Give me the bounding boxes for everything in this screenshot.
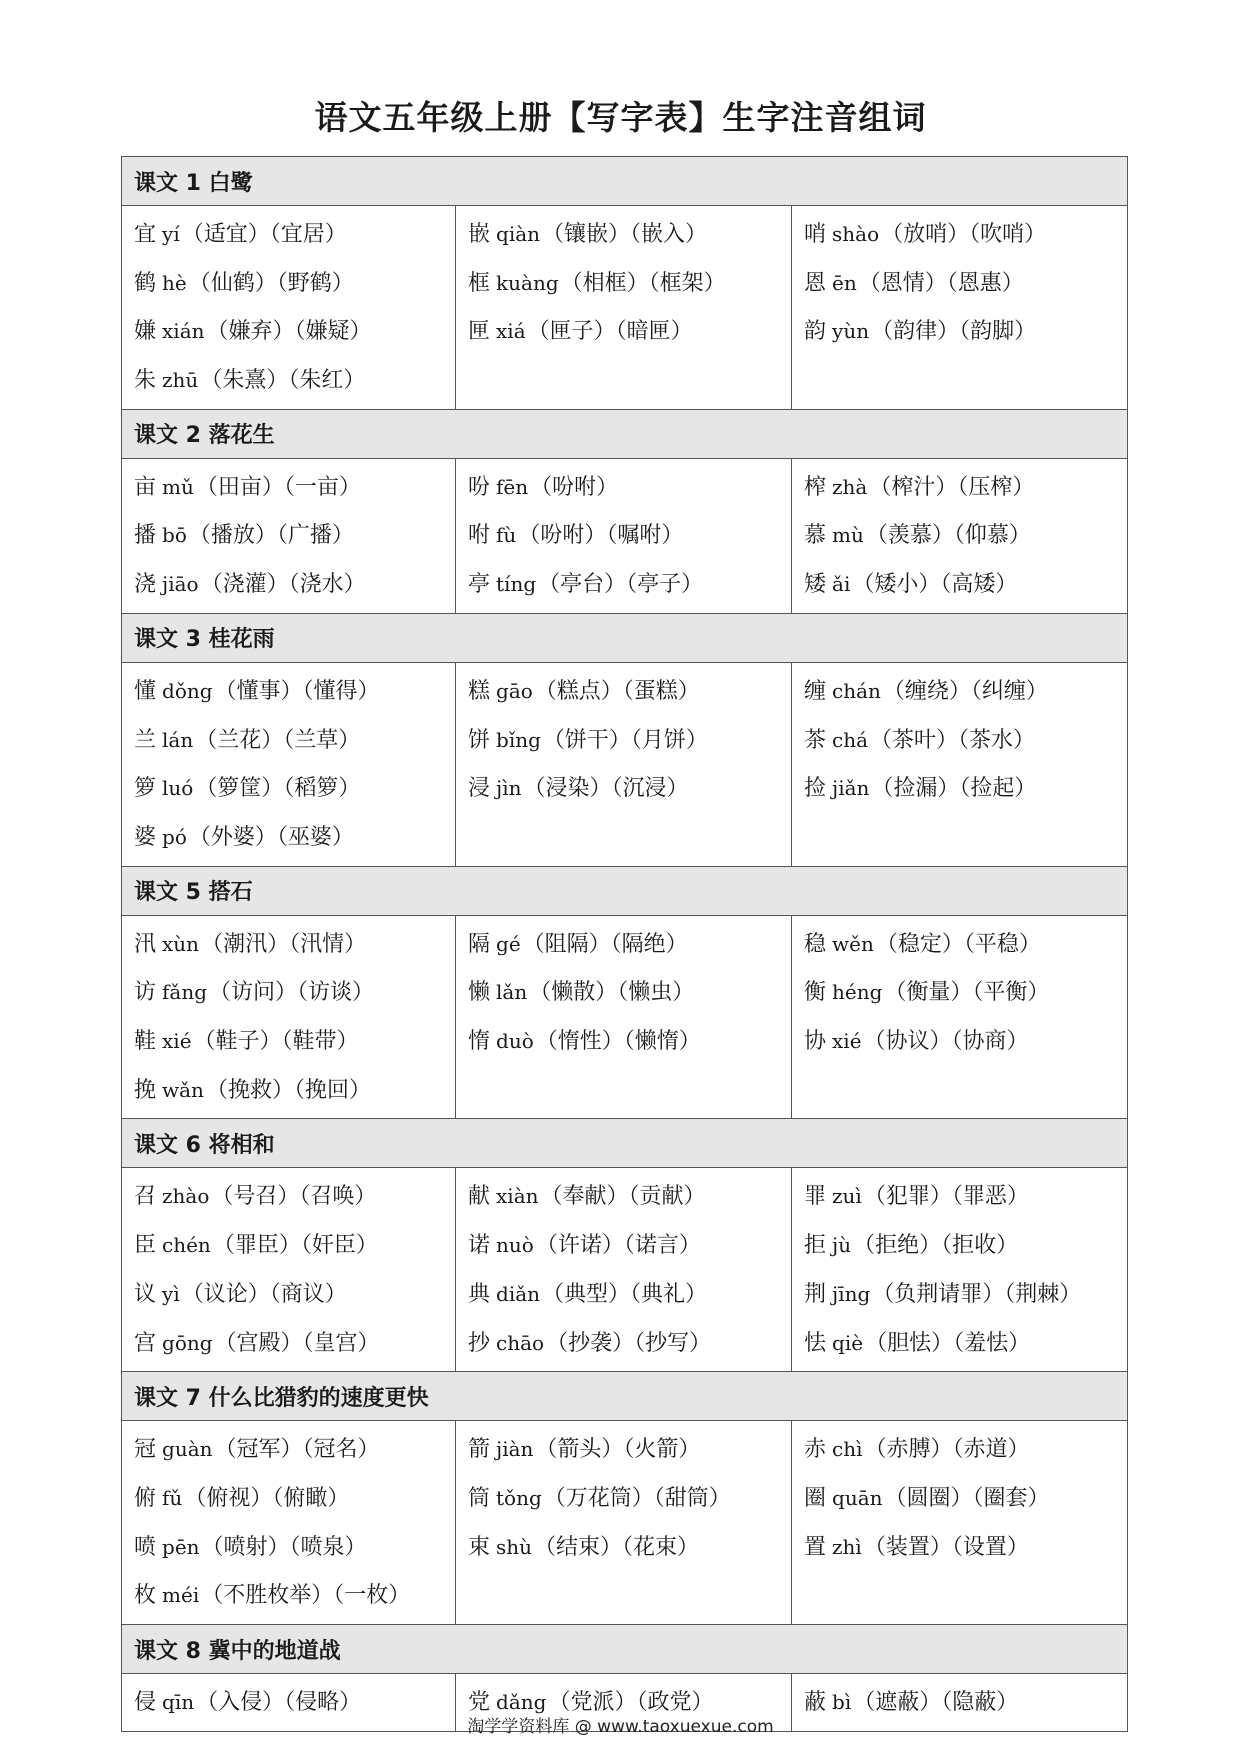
character: 汛 xyxy=(134,931,157,957)
table-body xyxy=(122,157,1128,1732)
word-column xyxy=(792,1421,1128,1625)
character: 置 xyxy=(804,1534,827,1560)
character: 饼 xyxy=(468,727,491,753)
pinyin: zhū xyxy=(162,368,199,393)
word-entry xyxy=(134,259,455,308)
character: 荆 xyxy=(804,1281,827,1307)
word-entry xyxy=(804,511,1127,560)
word-examples: （典型）（典礼） xyxy=(542,1281,708,1307)
character: 枚 xyxy=(134,1583,157,1609)
word-examples: （访问）（访谈） xyxy=(209,980,375,1006)
word-examples: （嫌弃）（嫌疑） xyxy=(206,319,372,345)
word-entry xyxy=(804,259,1127,308)
pinyin: xié xyxy=(832,1029,862,1054)
word-examples: （矮小）（高矮） xyxy=(852,572,1018,598)
word-entry xyxy=(134,1172,455,1221)
word-examples: （朱熹）（朱红） xyxy=(200,368,366,394)
lesson-title: 课文 2 落花生 xyxy=(122,409,1128,458)
lesson-header-row xyxy=(122,1119,1128,1168)
word-examples: （犯罪）（罪恶） xyxy=(863,1184,1029,1210)
word-entry xyxy=(134,356,455,405)
word-entry xyxy=(804,1017,1127,1066)
character: 诺 xyxy=(468,1233,491,1259)
word-examples: （缠绕）（纠缠） xyxy=(882,678,1048,704)
word-examples: （韵律）（韵脚） xyxy=(871,319,1037,345)
word-examples: （衡量）（平衡） xyxy=(884,980,1050,1006)
character: 嵌 xyxy=(468,222,491,247)
word-column xyxy=(456,915,792,1119)
lesson-words-row xyxy=(122,662,1128,866)
word-column xyxy=(792,206,1128,410)
character: 兰 xyxy=(134,727,157,753)
word-table xyxy=(121,156,1128,1732)
pinyin: chá xyxy=(832,727,869,752)
character: 俯 xyxy=(134,1485,157,1511)
pinyin: nuò xyxy=(496,1233,534,1258)
word-column xyxy=(122,662,456,866)
character: 亭 xyxy=(468,572,491,598)
word-examples: （浸染）（沉浸） xyxy=(523,776,689,802)
word-entry xyxy=(468,210,791,259)
pinyin: pēn xyxy=(162,1534,200,1559)
pinyin: chāo xyxy=(496,1330,545,1355)
character: 韵 xyxy=(804,319,827,345)
pinyin: gōng xyxy=(162,1330,213,1355)
character: 宫 xyxy=(134,1330,157,1356)
character: 惰 xyxy=(468,1029,491,1055)
pinyin: jiàn xyxy=(496,1437,534,1462)
word-examples: （万花筒）（甜筒） xyxy=(543,1485,731,1511)
word-examples: （糕点）（蛋糕） xyxy=(534,678,700,704)
word-entry xyxy=(804,463,1127,512)
character: 哨 xyxy=(804,222,827,247)
word-examples: （抄袭）（抄写） xyxy=(546,1330,712,1356)
word-examples: （喷射）（喷泉） xyxy=(201,1534,367,1560)
character: 鞋 xyxy=(134,1029,157,1055)
pinyin: fǔ xyxy=(162,1485,183,1510)
character: 圈 xyxy=(804,1485,827,1511)
word-entry xyxy=(134,1221,455,1270)
word-examples: （羡慕）（仰慕） xyxy=(865,523,1031,549)
word-examples: （浇灌）（浇水） xyxy=(200,572,366,598)
pinyin: gāo xyxy=(496,678,533,703)
word-entry xyxy=(468,463,791,512)
character: 浇 xyxy=(134,572,157,598)
character: 宜 xyxy=(134,222,157,247)
lesson-words-row xyxy=(122,206,1128,410)
lesson-header-row xyxy=(122,866,1128,915)
pinyin: zuì xyxy=(832,1184,862,1209)
word-examples: （饼干）（月饼） xyxy=(542,727,708,753)
word-examples: （茶叶）（茶水） xyxy=(870,727,1036,753)
pinyin: jiǎn xyxy=(832,776,870,801)
pinyin: wǎn xyxy=(162,1077,204,1102)
character: 典 xyxy=(468,1281,491,1307)
pinyin: bō xyxy=(162,523,187,548)
word-examples: （负荆请罪）（荆棘） xyxy=(872,1281,1082,1307)
word-column xyxy=(122,458,456,613)
word-examples: （懒散）（懒虫） xyxy=(529,980,695,1006)
word-examples: （挽救）（挽回） xyxy=(205,1077,371,1103)
word-entry xyxy=(468,1172,791,1221)
pinyin: quān xyxy=(832,1485,883,1510)
pinyin: hè xyxy=(162,270,187,295)
word-column xyxy=(792,662,1128,866)
character: 缠 xyxy=(804,678,827,704)
character: 党 xyxy=(468,1690,491,1716)
word-examples: （相框）（框架） xyxy=(560,270,726,296)
character: 束 xyxy=(468,1534,491,1560)
word-examples: （箩筐）（稻箩） xyxy=(195,776,361,802)
word-entry xyxy=(134,1571,455,1620)
word-examples: （恩情）（恩惠） xyxy=(858,270,1024,296)
pinyin: qīn xyxy=(162,1690,195,1715)
word-examples: （胆怯）（羞怯） xyxy=(865,1330,1031,1356)
pinyin: zhì xyxy=(832,1534,862,1559)
word-examples: （稳定）（平稳） xyxy=(875,931,1041,957)
character: 捡 xyxy=(804,776,827,802)
word-examples: （榨汁）（压榨） xyxy=(869,474,1035,500)
character: 拒 xyxy=(804,1233,827,1259)
word-entry xyxy=(804,1172,1127,1221)
pinyin: lǎn xyxy=(496,980,528,1005)
word-entry xyxy=(804,560,1127,609)
word-entry xyxy=(134,920,455,969)
word-entry xyxy=(468,1270,791,1319)
character: 吩 xyxy=(468,474,491,500)
pinyin: tíng xyxy=(496,572,537,597)
word-examples: （潮汛）（汛情） xyxy=(201,931,367,957)
word-entry xyxy=(804,667,1127,716)
character: 臣 xyxy=(134,1233,157,1259)
word-examples: （鞋子）（鞋带） xyxy=(193,1029,359,1055)
word-examples: （亭台）（亭子） xyxy=(538,572,704,598)
word-column xyxy=(792,458,1128,613)
pinyin: bì xyxy=(832,1690,852,1715)
word-column xyxy=(122,206,456,410)
word-examples: （镶嵌）（嵌入） xyxy=(542,222,708,247)
word-examples: （吩咐） xyxy=(530,474,619,500)
lesson-header-row xyxy=(122,1372,1128,1421)
word-entry xyxy=(468,560,791,609)
word-examples: （拒绝）（拒收） xyxy=(853,1233,1019,1259)
word-entry xyxy=(134,1319,455,1368)
pinyin: dǎng xyxy=(496,1690,547,1715)
word-examples: （遮蔽）（隐蔽） xyxy=(853,1690,1019,1716)
pinyin: fēn xyxy=(496,474,529,499)
word-column xyxy=(456,206,792,410)
pinyin: bǐng xyxy=(496,727,541,752)
lesson-words-row xyxy=(122,1168,1128,1372)
word-entry xyxy=(134,716,455,765)
word-entry xyxy=(468,1017,791,1066)
character: 浸 xyxy=(468,776,491,802)
word-entry xyxy=(804,1425,1127,1474)
word-column xyxy=(122,1168,456,1372)
pinyin: yí xyxy=(162,222,180,246)
word-entry xyxy=(468,259,791,308)
character: 框 xyxy=(468,270,491,296)
pinyin: méi xyxy=(162,1583,200,1608)
pinyin: fù xyxy=(496,523,517,548)
word-examples: （适宜）（宜居） xyxy=(181,222,347,247)
word-examples: （吩咐）（嘱咐） xyxy=(518,523,684,549)
character: 访 xyxy=(134,980,157,1006)
pinyin: mǔ xyxy=(162,474,194,499)
character: 箭 xyxy=(468,1437,491,1463)
word-entry xyxy=(134,813,455,862)
pinyin: kuàng xyxy=(496,270,559,295)
word-entry xyxy=(468,1221,791,1270)
word-entry xyxy=(468,764,791,813)
word-entry xyxy=(468,511,791,560)
pinyin: jīng xyxy=(832,1281,871,1306)
word-examples: （箭头）（火箭） xyxy=(535,1437,701,1463)
word-entry xyxy=(468,307,791,356)
character: 矮 xyxy=(804,572,827,598)
pinyin: ǎi xyxy=(832,572,851,597)
word-examples: （号召）（召唤） xyxy=(211,1184,377,1210)
character: 匣 xyxy=(468,319,491,345)
word-entry xyxy=(134,667,455,716)
word-column xyxy=(456,1421,792,1625)
character: 侵 xyxy=(134,1690,157,1716)
word-examples: （结束）（花束） xyxy=(534,1534,700,1560)
word-examples: （播放）（广播） xyxy=(188,523,354,549)
word-examples: （懂事）（懂得） xyxy=(214,678,380,704)
pinyin: shào xyxy=(832,222,880,246)
pinyin: yùn xyxy=(832,319,870,344)
lesson-header-row xyxy=(122,409,1128,458)
word-entry xyxy=(804,210,1127,259)
word-examples: （宫殿）（皇宫） xyxy=(214,1330,380,1356)
word-examples: （装置）（设置） xyxy=(863,1534,1029,1560)
pinyin: qiàn xyxy=(496,222,541,246)
lesson-title: 课文 5 搭石 xyxy=(122,866,1128,915)
word-entry xyxy=(134,560,455,609)
character: 榨 xyxy=(804,474,827,500)
word-entry xyxy=(804,1319,1127,1368)
pinyin: zhào xyxy=(162,1184,210,1209)
pinyin: diǎn xyxy=(496,1281,541,1306)
word-examples: （奉献）（贡献） xyxy=(540,1184,706,1210)
word-examples: （兰花）（兰草） xyxy=(195,727,361,753)
lesson-words-row xyxy=(122,458,1128,613)
pinyin: dǒng xyxy=(162,678,213,703)
character: 衡 xyxy=(804,980,827,1006)
character: 嫌 xyxy=(134,319,157,345)
word-entry xyxy=(804,1474,1127,1523)
word-examples: （协议）（协商） xyxy=(863,1029,1029,1055)
lesson-header-row xyxy=(122,1625,1128,1674)
pinyin: qiè xyxy=(832,1330,864,1355)
word-entry xyxy=(134,1017,455,1066)
character: 鹤 xyxy=(134,270,157,296)
word-entry xyxy=(134,1066,455,1115)
word-entry xyxy=(804,1221,1127,1270)
word-entry xyxy=(134,1270,455,1319)
character: 稳 xyxy=(804,931,827,957)
character: 咐 xyxy=(468,523,491,549)
lesson-header-row xyxy=(122,613,1128,662)
word-column xyxy=(122,1421,456,1625)
word-examples: （党派）（政党） xyxy=(548,1690,714,1716)
pinyin: xiàn xyxy=(496,1184,539,1209)
pinyin: tǒng xyxy=(496,1485,542,1510)
character: 婆 xyxy=(134,824,157,850)
pinyin: yì xyxy=(162,1281,180,1306)
word-entry xyxy=(804,1270,1127,1319)
word-examples: （圆圈）（圈套） xyxy=(884,1485,1050,1511)
character: 蔽 xyxy=(804,1690,827,1716)
word-entry xyxy=(468,667,791,716)
pinyin: jìn xyxy=(496,776,522,801)
word-entry xyxy=(804,716,1127,765)
word-column xyxy=(792,1168,1128,1372)
lesson-title: 课文 1 白鹭 xyxy=(122,157,1128,206)
character: 糕 xyxy=(468,678,491,704)
word-column xyxy=(456,662,792,866)
word-entry xyxy=(134,968,455,1017)
character: 抄 xyxy=(468,1330,491,1356)
pinyin: mù xyxy=(832,523,864,548)
pinyin: luó xyxy=(162,776,194,801)
pinyin: zhà xyxy=(832,474,868,499)
word-entry xyxy=(804,920,1127,969)
pinyin: shù xyxy=(496,1534,533,1559)
character: 罪 xyxy=(804,1184,827,1210)
word-entry xyxy=(468,968,791,1017)
word-examples: （阻隔）（隔绝） xyxy=(522,931,688,957)
pinyin: xùn xyxy=(162,931,200,956)
page-title: 语文五年级上册【写字表】生字注音组词 xyxy=(314,98,927,137)
pinyin: jù xyxy=(832,1233,852,1258)
word-column xyxy=(456,1168,792,1372)
word-entry xyxy=(468,1474,791,1523)
character: 协 xyxy=(804,1029,827,1055)
pinyin: chì xyxy=(832,1437,863,1462)
word-examples: （匣子）（暗匣） xyxy=(527,319,693,345)
word-examples: （田亩）（一亩） xyxy=(195,474,361,500)
character: 慕 xyxy=(804,523,827,549)
word-entry xyxy=(134,1523,455,1572)
word-examples: （外婆）（巫婆） xyxy=(188,824,354,850)
word-examples: （罪臣）（奸臣） xyxy=(212,1233,378,1259)
word-entry xyxy=(804,307,1127,356)
character: 懂 xyxy=(134,678,157,704)
word-examples: （放哨）（吹哨） xyxy=(881,222,1047,247)
word-entry xyxy=(134,1425,455,1474)
pinyin: chén xyxy=(162,1233,211,1258)
word-column xyxy=(122,915,456,1119)
character: 隔 xyxy=(468,931,491,957)
word-examples: （议论）（商议） xyxy=(181,1281,347,1307)
word-examples: （入侵）（侵略） xyxy=(196,1690,362,1716)
pinyin: héng xyxy=(832,980,883,1005)
word-examples: （仙鹤）（野鹤） xyxy=(188,270,354,296)
lesson-header-row xyxy=(122,157,1128,206)
word-entry xyxy=(134,511,455,560)
word-examples: （赤膊）（赤道） xyxy=(864,1437,1030,1463)
pinyin: duò xyxy=(496,1029,534,1054)
pinyin: xiá xyxy=(496,319,526,344)
word-entry xyxy=(134,764,455,813)
character: 召 xyxy=(134,1184,157,1210)
character: 喷 xyxy=(134,1534,157,1560)
word-entry xyxy=(468,1523,791,1572)
lesson-title: 课文 6 将相和 xyxy=(122,1119,1128,1168)
pinyin: wěn xyxy=(832,931,874,956)
word-entry xyxy=(134,463,455,512)
character: 懒 xyxy=(468,980,491,1006)
pinyin: lán xyxy=(162,727,194,752)
word-examples: （冠军）（冠名） xyxy=(214,1437,380,1463)
character: 议 xyxy=(134,1281,157,1307)
word-examples: （俯视）（俯瞰） xyxy=(184,1485,350,1511)
character: 朱 xyxy=(134,368,157,394)
pinyin: guàn xyxy=(162,1437,213,1462)
character: 箩 xyxy=(134,776,157,802)
lesson-words-row xyxy=(122,1421,1128,1625)
word-entry xyxy=(468,1425,791,1474)
word-entry xyxy=(468,716,791,765)
word-examples: （捡漏）（捡起） xyxy=(871,776,1037,802)
word-column xyxy=(456,458,792,613)
character: 亩 xyxy=(134,474,157,500)
word-entry xyxy=(804,1523,1127,1572)
character: 怯 xyxy=(804,1330,827,1356)
word-entry xyxy=(468,920,791,969)
character: 筒 xyxy=(468,1485,491,1511)
pinyin: xié xyxy=(162,1029,192,1054)
pinyin: pó xyxy=(162,824,187,849)
word-entry xyxy=(804,968,1127,1017)
word-examples: （许诺）（诺言） xyxy=(535,1233,701,1259)
pinyin: gé xyxy=(496,931,521,956)
pinyin: xián xyxy=(162,319,205,344)
lesson-words-row xyxy=(122,915,1128,1119)
word-entry xyxy=(134,210,455,259)
word-entry xyxy=(134,307,455,356)
word-entry xyxy=(804,764,1127,813)
lesson-title: 课文 3 桂花雨 xyxy=(122,613,1128,662)
footer-watermark: 淘学学资料库 @ www.taoxuexue.com xyxy=(467,1717,774,1737)
character: 茶 xyxy=(804,727,827,753)
character: 献 xyxy=(468,1184,491,1210)
lesson-title: 课文 7 什么比猎豹的速度更快 xyxy=(122,1372,1128,1421)
pinyin: ēn xyxy=(832,270,857,295)
character: 恩 xyxy=(804,270,827,296)
word-column xyxy=(792,915,1128,1119)
word-entry xyxy=(468,1319,791,1368)
character: 冠 xyxy=(134,1437,157,1463)
pinyin: fǎng xyxy=(162,980,208,1005)
character: 播 xyxy=(134,523,157,549)
character: 挽 xyxy=(134,1077,157,1103)
pinyin: chán xyxy=(832,678,881,703)
character: 赤 xyxy=(804,1437,827,1463)
word-entry xyxy=(134,1474,455,1523)
pinyin: jiāo xyxy=(162,572,199,597)
word-examples: （不胜枚举）（一枚） xyxy=(201,1583,411,1609)
lesson-title: 课文 8 冀中的地道战 xyxy=(122,1625,1128,1674)
word-examples: （惰性）（懒惰） xyxy=(535,1029,701,1055)
